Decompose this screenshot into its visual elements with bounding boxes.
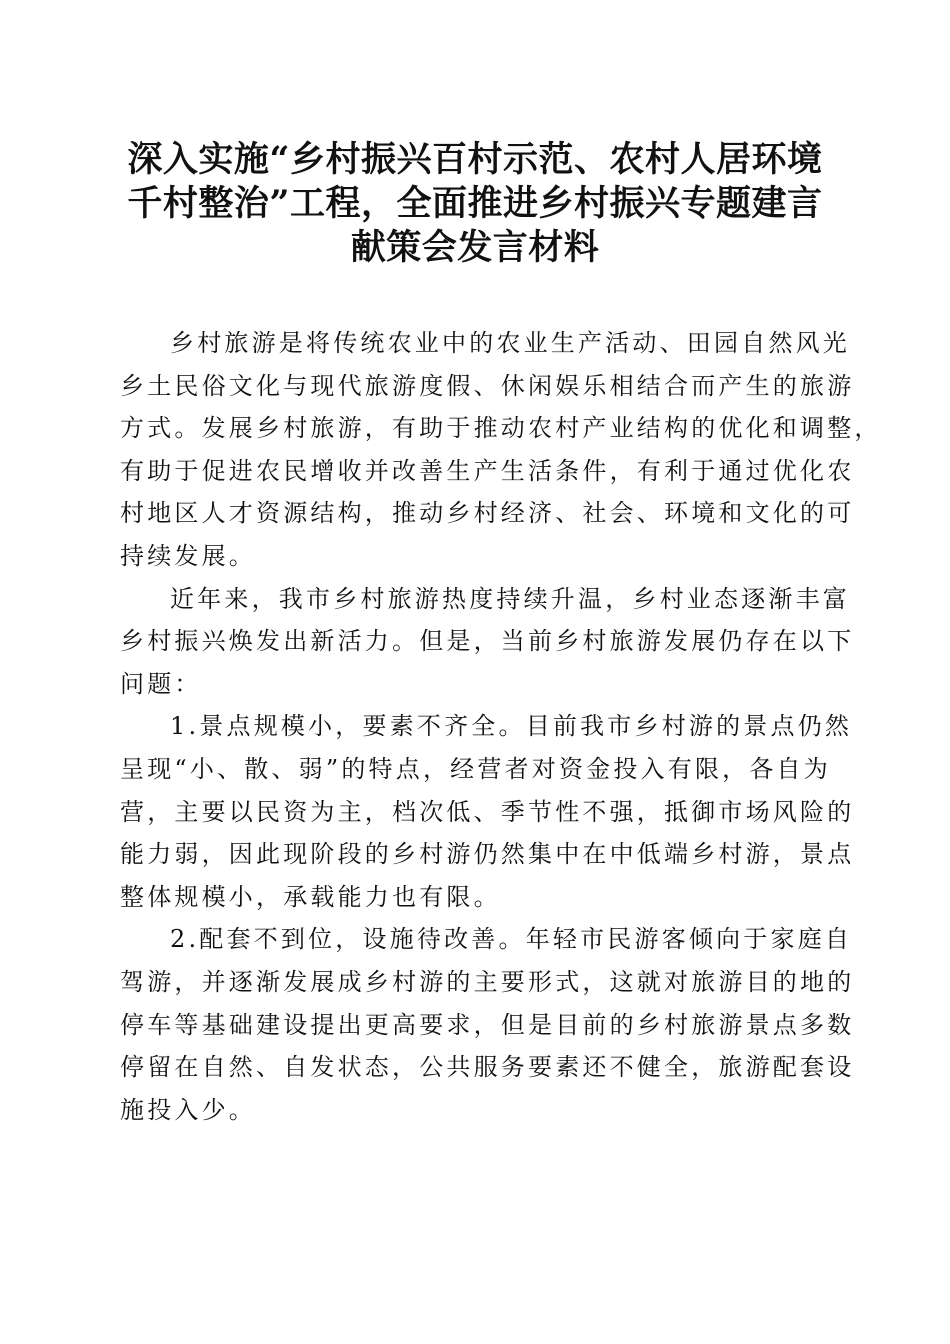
body-line: 持续发展。: [120, 541, 256, 570]
body-line: 村地区人才资源结构，推动乡村经济、社会、环境和文化的可: [120, 499, 855, 528]
body-line: 驾游，并逐渐发展成乡村游的主要形式，这就对旅游目的地的: [120, 967, 855, 996]
body-line: 呈现“小、散、弱”的特点，经营者对资金投入有限，各自为: [120, 754, 831, 783]
body-line: 整体规模小，承载能力也有限。: [120, 882, 501, 911]
body-line: 乡土民俗文化与现代旅游度假、休闲娱乐相结合而产生的旅游: [120, 371, 855, 400]
body-line: 有助于促进农民增收并改善生产生活条件，有利于通过优化农: [120, 456, 855, 485]
body-line: 停车等基础建设提出更高要求，但是目前的乡村旅游景点多数: [120, 1010, 855, 1039]
body-line: 施投入少。: [120, 1095, 256, 1124]
title-line: 深入实施“乡村振兴百村示范、农村人居环境: [127, 139, 823, 180]
body-line: 1.景点规模小，要素不齐全。目前我市乡村游的景点仍然: [170, 712, 853, 741]
document-title: [110, 138, 840, 270]
body-line: 问题：: [120, 669, 202, 698]
title-line: 千村整治”工程，全面推进乡村振兴专题建言: [127, 183, 823, 224]
body-line: 方式。发展乡村旅游，有助于推动农村产业结构的优化和调整，: [120, 414, 882, 443]
body-line: 能力弱，因此现阶段的乡村游仍然集中在中低端乡村游，景点: [120, 840, 855, 869]
body-line: 近年来，我市乡村旅游热度持续升温，乡村业态逐渐丰富: [170, 584, 850, 613]
title-line: 献策会发言材料: [350, 227, 600, 268]
body-line: 营，主要以民资为主，档次低、季节性不强，抵御市场风险的: [120, 797, 855, 826]
body-line: 停留在自然、自发状态，公共服务要素还不健全，旅游配套设: [120, 1053, 855, 1082]
document-body: [120, 322, 882, 1131]
body-line: 2.配套不到位，设施待改善。年轻市民游客倾向于家庭自: [170, 925, 853, 954]
body-line: 乡村振兴焕发出新活力。但是，当前乡村旅游发展仍存在以下: [120, 627, 855, 656]
body-line: 乡村旅游是将传统农业中的农业生产活动、田园自然风光: [170, 329, 850, 357]
